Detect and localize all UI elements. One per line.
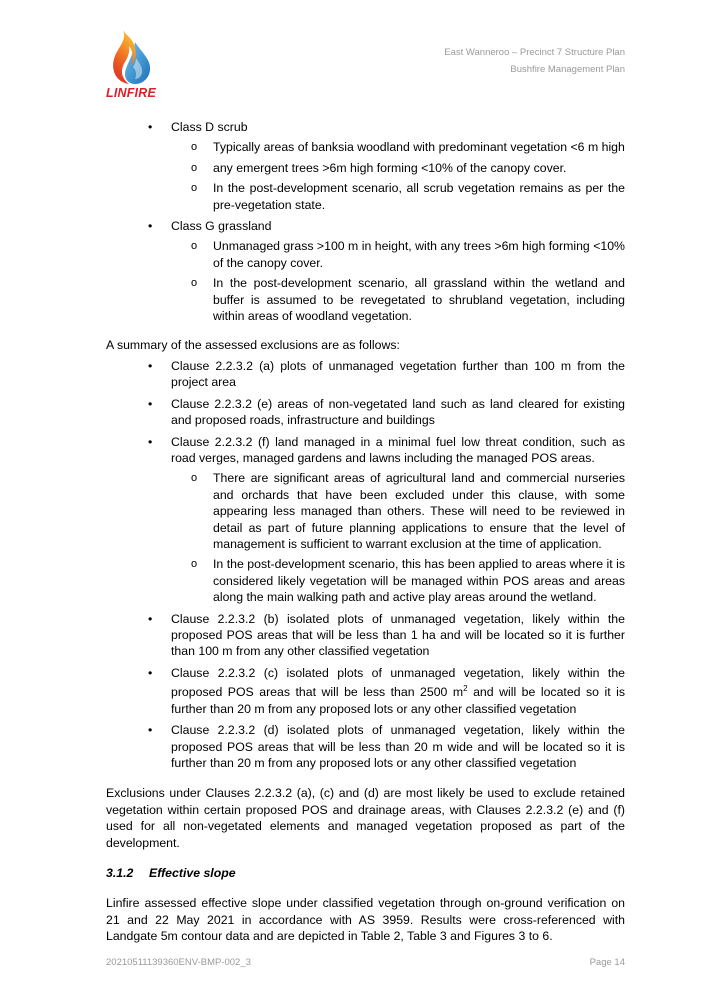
sub-list-item: o In the post-development scenario, this has been applied to areas where it is considered likely vegetation will be managed within POS areas and areas along the main walking path and active play areas around the wetland. [191,557,625,605]
document-header [444,44,625,78]
list-item: • Clause 2.2.3.2 (a) plots of unmanaged vegetation further than 100 m from the project area [148,358,625,390]
sub-list-item: o Unmanaged grass >100 m in height, with any trees >6m high forming <10% of the canopy cover. [191,239,625,270]
sub-list-item: o Typically areas of banksia woodland with predominant vegetation <6 m high [191,140,625,155]
section-heading [106,865,625,881]
list-item: • Class G grassland o Unmanaged grass >100 m in height, with any trees >6m high forming <10% of the canopy cover. o In the post-development scenario, all grassland within the wetland and buffer is assumed to be revegetated to shrubland vegetation, including within areas of woodland vegetation. [148,219,625,324]
header-document-title: Bushfire Management Plan [510,64,625,75]
exclusions-paragraph: Exclusions under Clauses 2.2.3.2 (a), (c) and (d) are most likely be used to exclude retained vegetation within certain proposed POS and drainage areas, with Clauses 2.2.3.2 (e) and (f) used for all non-vegetated elements and managed vegetation proposed as part of the development. [106,786,625,850]
page-content [106,119,625,945]
sub-list-item: o There are significant areas of agricultural land and commercial nurseries and orchards that have been excluded under this clause, with some appearing less managed than others. These will need to be reviewed in detail as part of future planning applications to ensure that the level of management is sufficient to warrant exclusion at the time of application. [191,471,625,551]
section-title: Effective slope [149,865,236,880]
logo-wordmark: LINFIRE [105,86,156,100]
list-item: • Class D scrub o Typically areas of banksia woodland with predominant vegetation <6 m high o any emergent trees >6m high forming <10% of the canopy cover. o In the post-development scenario, all scrub vegetation remains as per the pre-vegetation state. [148,120,625,212]
header-project-title: East Wanneroo – Precinct 7 Structure Plan [444,47,625,58]
list-item: • Clause 2.2.3.2 (c) isolated plots of unmanaged vegetation, likely within the proposed POS areas that will be less than 2500 $m^2$ and will be located so it is further than 20 m from any proposed lots or any other classified vegetation [148,665,626,716]
section-number: 3.1.2 [106,865,134,880]
list-item: • Clause 2.2.3.2 (d) isolated plots of unmanaged vegetation, likely within the proposed POS areas that will be less than 20 m wide and will be located so it is further than 20 m from any proposed lots or any other classified vegetation [148,723,625,770]
vegetation-class-list [106,119,625,324]
footer-page-number: Page 14 [589,957,625,968]
list-item: • Clause 2.2.3.2 (e) areas of non-vegetated land such as land cleared for existing and proposed roads, infrastructure and buildings [148,396,625,428]
sub-list-item: o In the post-development scenario, all grassland within the wetland and buffer is assumed to be revegetated to shrubland vegetation, including within areas of woodland vegetation. [191,276,625,324]
list-item: • Clause 2.2.3.2 (f) land managed in a minimal fuel low threat condition, such as road verges, managed gardens and lawns including the managed POS areas. o There are significant areas of agricultural land and commercial nurseries and orchards that have been excluded under this clause, with some appearing less managed than others. These will need to be reviewed in detail as part of future planning applications to ensure that the level of management is sufficient to warrant exclusion at the time of application. o In the post-development scenario, this has been applied to areas where it is considered likely vegetation will be managed within POS areas and areas along the main walking path and active play areas around the wetland. [148,434,625,605]
footer-document-id: 20210511139360ENV-BMP-002_3 [106,957,251,968]
exclusions-list [106,358,625,771]
linfire-logo [103,28,159,102]
slope-paragraph: Linfire assessed effective slope under classified vegetation through on-ground verification on 21 and 22 May 2021 in accordance with AS 3959. Results were cross-referenced with Landgate 5m contour data and are depicted in Table 2, Table 3 and Figures 3 to 6. [106,896,625,944]
summary-intro: A summary of the assessed exclusions are as follows: [106,338,400,353]
sub-list-item: o In the post-development scenario, all scrub vegetation remains as per the pre-vegetation state. [191,181,625,212]
list-item: • Clause 2.2.3.2 (b) isolated plots of unmanaged vegetation, likely within the proposed POS areas that will be less than 1 ha and will be located so it is further than 100 m from any other classified vegetation [148,611,625,659]
flame-droplet-icon [103,28,159,86]
sub-list-item: o any emergent trees >6m high forming <10% of the canopy cover. [191,160,567,175]
